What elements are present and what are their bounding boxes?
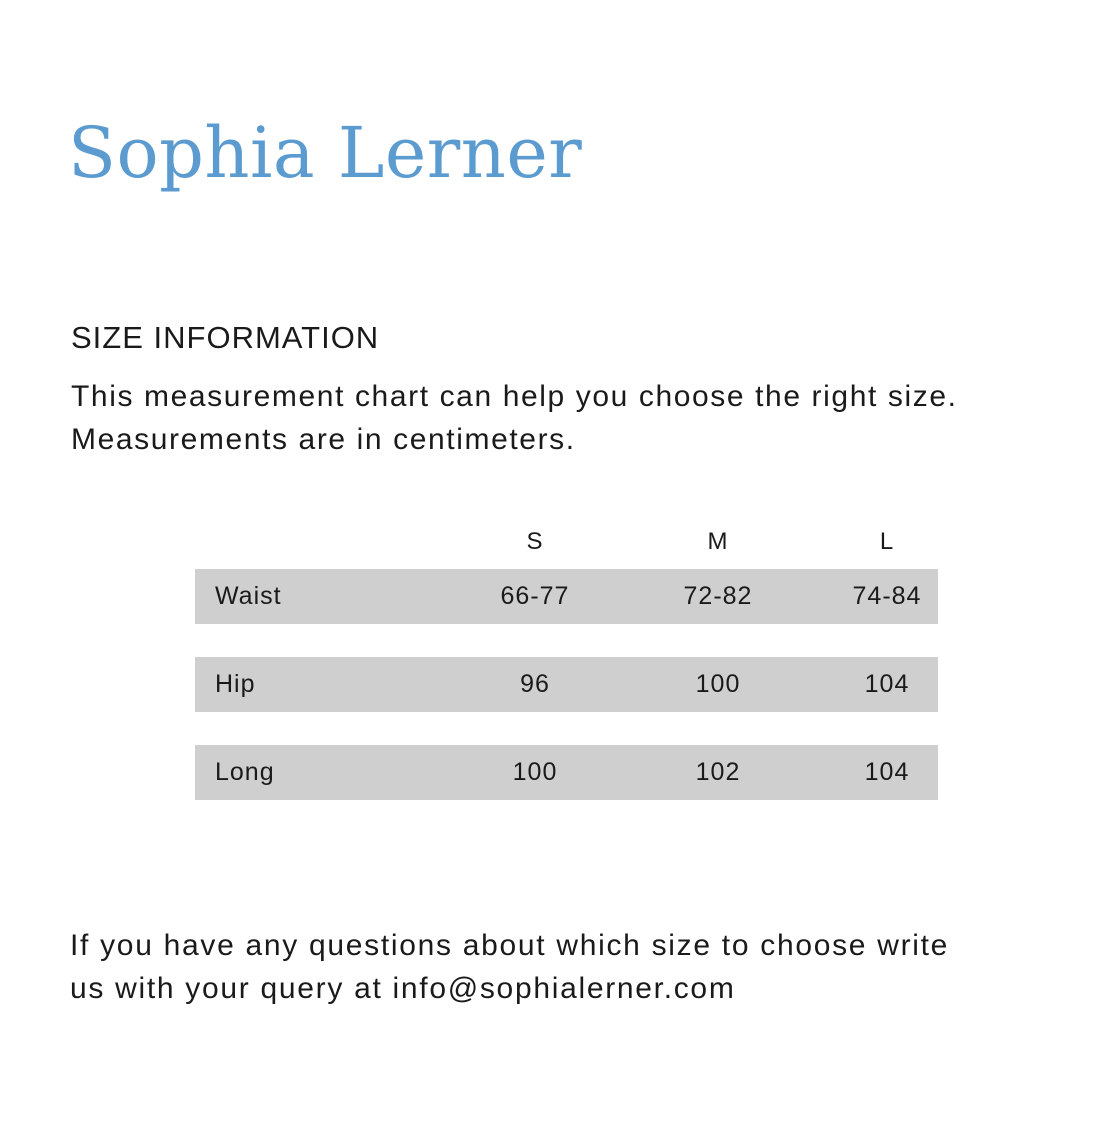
size-header-s: S [526,528,544,555]
cell-hip-s: 96 [520,670,550,698]
cell-hip-m: 100 [695,670,741,698]
row-label-waist: Waist [215,582,282,610]
row-label-long: Long [215,758,275,786]
cell-waist-m: 72-82 [683,582,753,610]
cell-long-l: 104 [864,758,910,786]
cell-long-m: 102 [695,758,741,786]
contact-line-2: us with your query at info@sophialerner.com [70,972,736,1005]
cell-hip-l: 104 [864,670,910,698]
table-row-hip [195,657,938,712]
cell-waist-l: 74-84 [852,582,922,610]
intro-line-1: This measurement chart can help you choose the right size. [71,380,958,413]
size-header-l: L [879,528,895,555]
brand-logo-text: Sophia Lerner [68,112,583,194]
contact-text [70,924,1070,1010]
cell-long-s: 100 [512,758,558,786]
contact-line-1: If you have any questions about which size to choose write [70,929,950,962]
table-row-waist [195,569,938,624]
intro-line-2: Measurements are in centimeters. [71,423,576,456]
table-row-long [195,745,938,800]
section-title: SIZE INFORMATION [71,320,380,355]
intro-text [71,375,1071,461]
cell-waist-s: 66-77 [500,582,570,610]
row-label-hip: Hip [215,670,256,698]
size-header-m: M [707,528,729,555]
